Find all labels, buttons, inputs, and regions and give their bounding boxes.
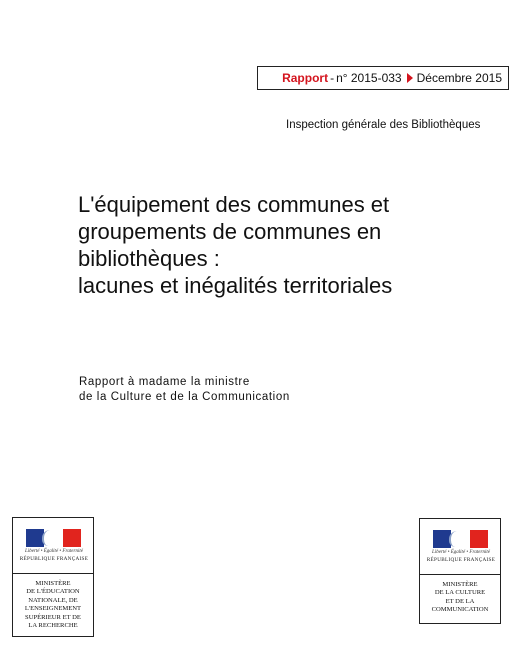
ministry-logo-education bbox=[12, 517, 94, 637]
ministry-name bbox=[13, 574, 93, 630]
marianne-profile-icon bbox=[42, 530, 58, 546]
recipient-block bbox=[79, 375, 290, 405]
issuing-body: Inspection générale des Bibliothèques bbox=[286, 119, 481, 131]
ministry-line: MINISTÈRE bbox=[35, 580, 71, 587]
republique-emblem bbox=[13, 518, 93, 574]
ministry-logo-culture bbox=[419, 518, 501, 624]
ministry-line: DE LA CULTURE bbox=[434, 589, 486, 597]
ministry-line: DE L'ÉDUCATION bbox=[26, 588, 80, 596]
republic-motto: Liberté • Égalité • Fraternité bbox=[25, 549, 83, 554]
report-number: n° 2015-033 bbox=[336, 71, 402, 85]
republic-motto: Liberté • Égalité • Fraternité bbox=[432, 550, 490, 555]
report-title bbox=[78, 191, 498, 299]
ministry-line: SUPÉRIEUR ET DE bbox=[25, 613, 81, 621]
reference-separator: - bbox=[330, 71, 335, 85]
republique-francaise-label: RÉPUBLIQUE FRANÇAISE bbox=[426, 557, 496, 563]
republique-emblem bbox=[420, 519, 500, 575]
ministry-line: COMMUNICATION bbox=[431, 606, 489, 614]
report-label: Rapport bbox=[282, 71, 329, 85]
ministry-line: L'ENSEIGNEMENT bbox=[24, 605, 82, 613]
ministry-line: NATIONALE, DE bbox=[28, 596, 78, 604]
title-line: L'équipement des communes et bbox=[78, 192, 390, 217]
report-date: Décembre 2015 bbox=[416, 71, 502, 85]
title-line: bibliothèques : bbox=[78, 246, 220, 271]
title-line: lacunes et inégalités territoriales bbox=[78, 273, 393, 298]
title-line: groupements de communes en bbox=[78, 219, 382, 244]
ministry-line: MINISTÈRE bbox=[442, 581, 478, 588]
ministry-line: LA RECHERCHE bbox=[28, 622, 78, 630]
ministry-line: ET DE LA bbox=[445, 597, 475, 605]
report-reference-box bbox=[257, 66, 509, 90]
republique-francaise-label: RÉPUBLIQUE FRANÇAISE bbox=[19, 556, 89, 562]
recipient-line: de la Culture et de la Communication bbox=[79, 391, 290, 403]
triangle-right-icon bbox=[407, 73, 413, 83]
ministry-name bbox=[420, 575, 500, 615]
recipient-line: Rapport à madame la ministre bbox=[79, 376, 250, 388]
marianne-profile-icon bbox=[449, 531, 465, 547]
